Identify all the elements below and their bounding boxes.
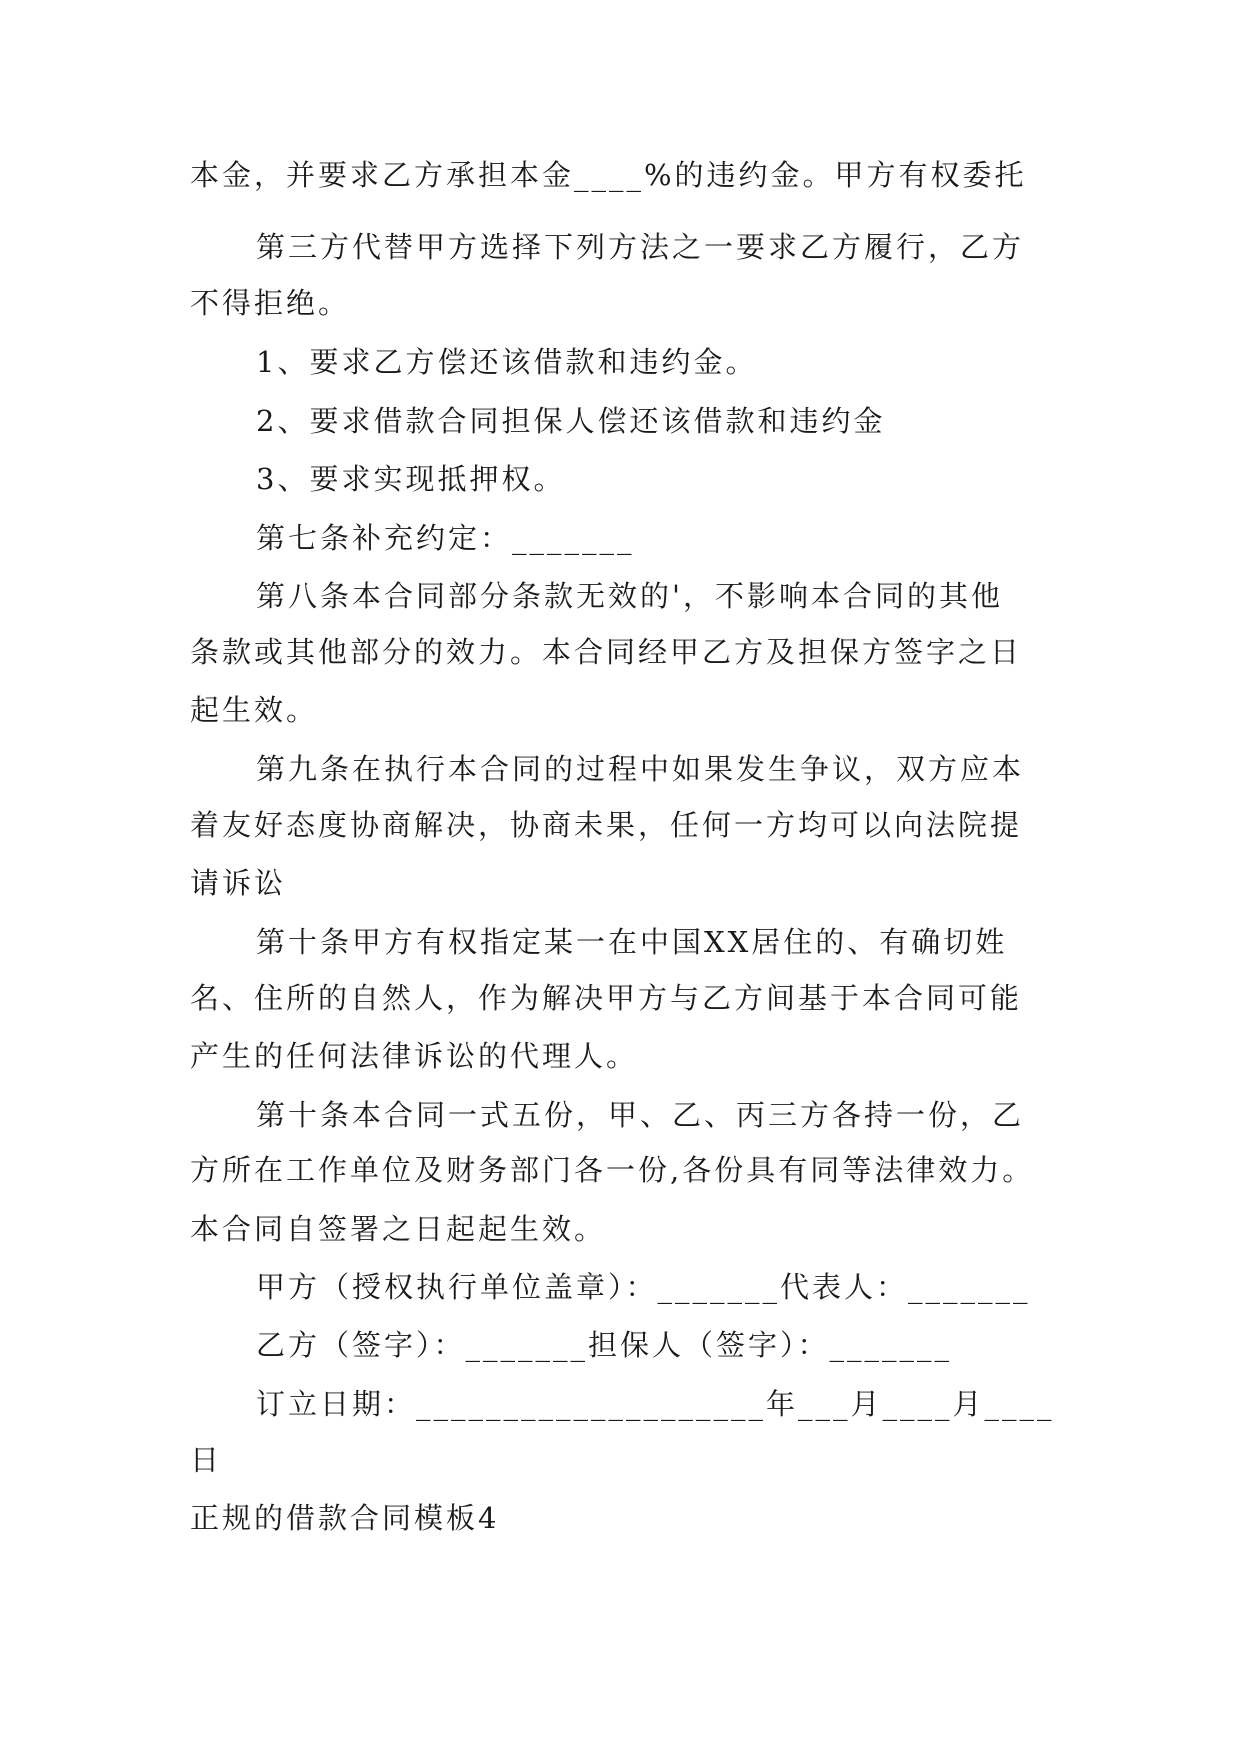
list-item: 3、要求实现抵押权。 xyxy=(256,462,566,496)
party-b-signature-line: 乙方（签字）：_______担保人（签字）：_______ xyxy=(256,1328,953,1362)
text-line: 本合同自签署之日起起生效。 xyxy=(190,1212,607,1246)
clause-ten-copies: 第十条本合同一式五份，甲、乙、丙三方各持一份，乙 xyxy=(256,1098,1025,1132)
signing-date-line: 订立日期：____________________年___月____月____ xyxy=(256,1387,1055,1421)
text-line: 请诉讼 xyxy=(190,866,287,900)
text-line: 不得拒绝。 xyxy=(190,286,351,320)
party-a-signature-line: 甲方（授权执行单位盖章）：_______代表人：_______ xyxy=(256,1270,1031,1304)
text-line: 本金，并要求乙方承担本金____%的违约金。甲方有权委托 xyxy=(190,158,1027,192)
clause-seven: 第七条补充约定：_______ xyxy=(256,521,635,555)
section-heading: 正规的借款合同模板4 xyxy=(190,1501,500,1535)
text-line: 产生的任何法律诉讼的代理人。 xyxy=(190,1039,639,1073)
list-item: 2、要求借款合同担保人偿还该借款和违约金 xyxy=(256,404,886,438)
clause-ten: 第十条甲方有权指定某一在中国XX居住的、有确切姓 xyxy=(256,925,1008,959)
list-item: 1、要求乙方偿还该借款和违约金。 xyxy=(256,345,758,379)
clause-eight: 第八条本合同部分条款无效的'，不影响本合同的其他 xyxy=(256,579,1003,613)
clause-nine: 第九条在执行本合同的过程中如果发生争议，双方应本 xyxy=(256,752,1025,786)
text-line: 日 xyxy=(190,1443,223,1477)
text-line: 名、住所的自然人，作为解决甲方与乙方间基于本合同可能 xyxy=(190,981,1023,1015)
text-line: 条款或其他部分的效力。本合同经甲乙方及担保方签字之日 xyxy=(190,635,1023,669)
text-line: 着友好态度协商解决，协商未果，任何一方均可以向法院提 xyxy=(190,808,1023,842)
text-line: 第三方代替甲方选择下列方法之一要求乙方履行，乙方 xyxy=(256,230,1025,264)
text-line: 方所在工作单位及财务部门各一份,各份具有同等法律效力。 xyxy=(190,1153,1035,1187)
text-line: 起生效。 xyxy=(190,693,319,727)
